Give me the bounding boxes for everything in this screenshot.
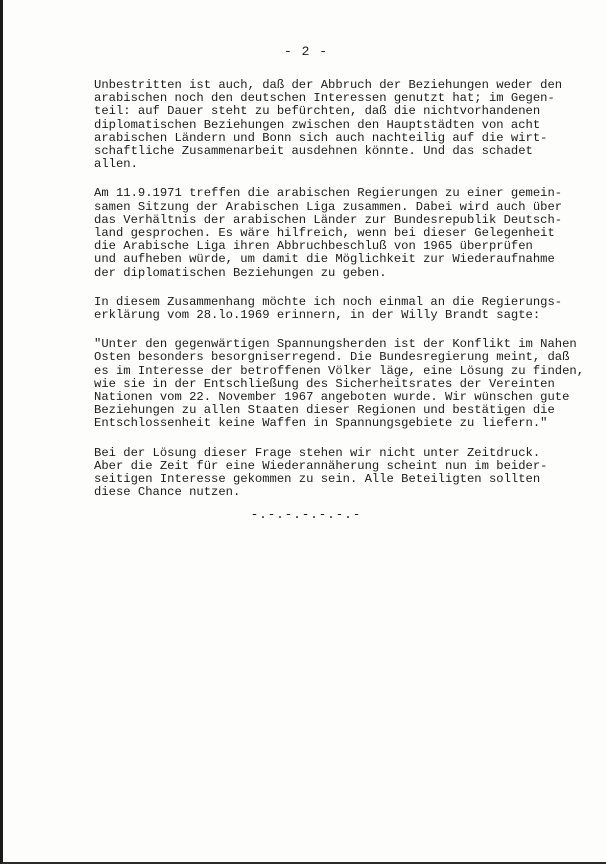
- text-line: Unbestritten ist auch, daß der Abbruch der Beziehungen weder den: [94, 78, 563, 92]
- text-line: Entschlossenheit keine Waffen in Spannungsgebiete zu liefern.": [94, 416, 548, 431]
- text-line: Aber die Zeit für eine Wiederannäherung scheint nun im beider-: [94, 458, 548, 473]
- text-line: land gesprochen. Es wäre hilfreich, wenn bei dieser Gelegenheit: [94, 226, 555, 241]
- text-line: arabischen noch den deutschen Interessen genutzt hat; im Gegen-: [94, 91, 555, 106]
- text-line: die Arabische Liga ihren Abbruchbeschluß von 1965 überprüfen: [94, 239, 533, 254]
- paragraph-conclusion: [94, 447, 564, 500]
- text-line: Bei der Lösung dieser Frage stehen wir nicht unter Zeitdruck.: [94, 445, 541, 460]
- paragraph-arabische-liga: [94, 187, 564, 279]
- document-body: [94, 78, 585, 515]
- text-line: teil: auf Dauer steht zu befürchten, daß die nichtvorhandenen: [94, 104, 541, 119]
- text-line: In diesem Zusammenhang möchte ich noch einmal an die Regierungs-: [94, 294, 563, 309]
- text-line: und aufheben würde, um damit die Möglichkeit zur Wiederaufnahme: [94, 252, 555, 267]
- paragraph-regierungserklaerung: [94, 296, 564, 322]
- text-line: allen.: [94, 157, 138, 172]
- paragraph-abbruch: [94, 79, 564, 171]
- text-line: erklärung vom 28.lo.1969 erinnern, in der Willy Brandt sagte:: [94, 308, 541, 323]
- text-line: Nationen vom 22. November 1967 angeboten wurde. Wir wünschen gute: [94, 390, 570, 405]
- text-line: diplomatischen Beziehungen zwischen den Hauptstädten von acht: [94, 117, 541, 132]
- text-line: Beziehungen zu allen Staaten dieser Regionen und bestätigen die: [94, 403, 555, 418]
- text-line: schaftliche Zusammenarbeit ausdehnen könnte. Und das schadet: [94, 144, 533, 159]
- text-line: seitigen Interesse gekommen zu sein. Alle Beteiligten sollten: [94, 472, 541, 487]
- text-line: das Verhältnis der arabischen Länder zur Bundesrepublik Deutsch-: [94, 212, 563, 227]
- page-number: - 2 -: [283, 44, 328, 59]
- text-line: der diplomatischen Beziehungen zu geben.: [94, 265, 387, 280]
- section-separator: -.-.-.-.-.-.-: [250, 508, 362, 522]
- text-line: wie sie in der Entschließung des Sicherheitsrates der Vereinten: [94, 376, 555, 391]
- text-line: samen Sitzung der Arabischen Liga zusammen. Dabei wird auch über: [94, 199, 563, 214]
- paragraph-quote: [94, 337, 585, 431]
- text-line: Osten besonders besorgniserregend. Die Bundesregierung meint, daß: [94, 350, 570, 365]
- text-line: Am 11.9.1971 treffen die arabischen Regierungen zu einer gemein-: [94, 186, 563, 201]
- text-line: "Unter den gegenwärtigen Spannungsherden ist der Konflikt im Nahen: [94, 337, 577, 352]
- text-line: arabischen Ländern und Bonn sich auch nachteilig auf die wirt-: [94, 130, 548, 145]
- text-line: diese Chance nutzen.: [94, 485, 241, 500]
- text-line: es im Interesse der betroffenen Völker läge, eine Lösung zu finden,: [94, 363, 585, 378]
